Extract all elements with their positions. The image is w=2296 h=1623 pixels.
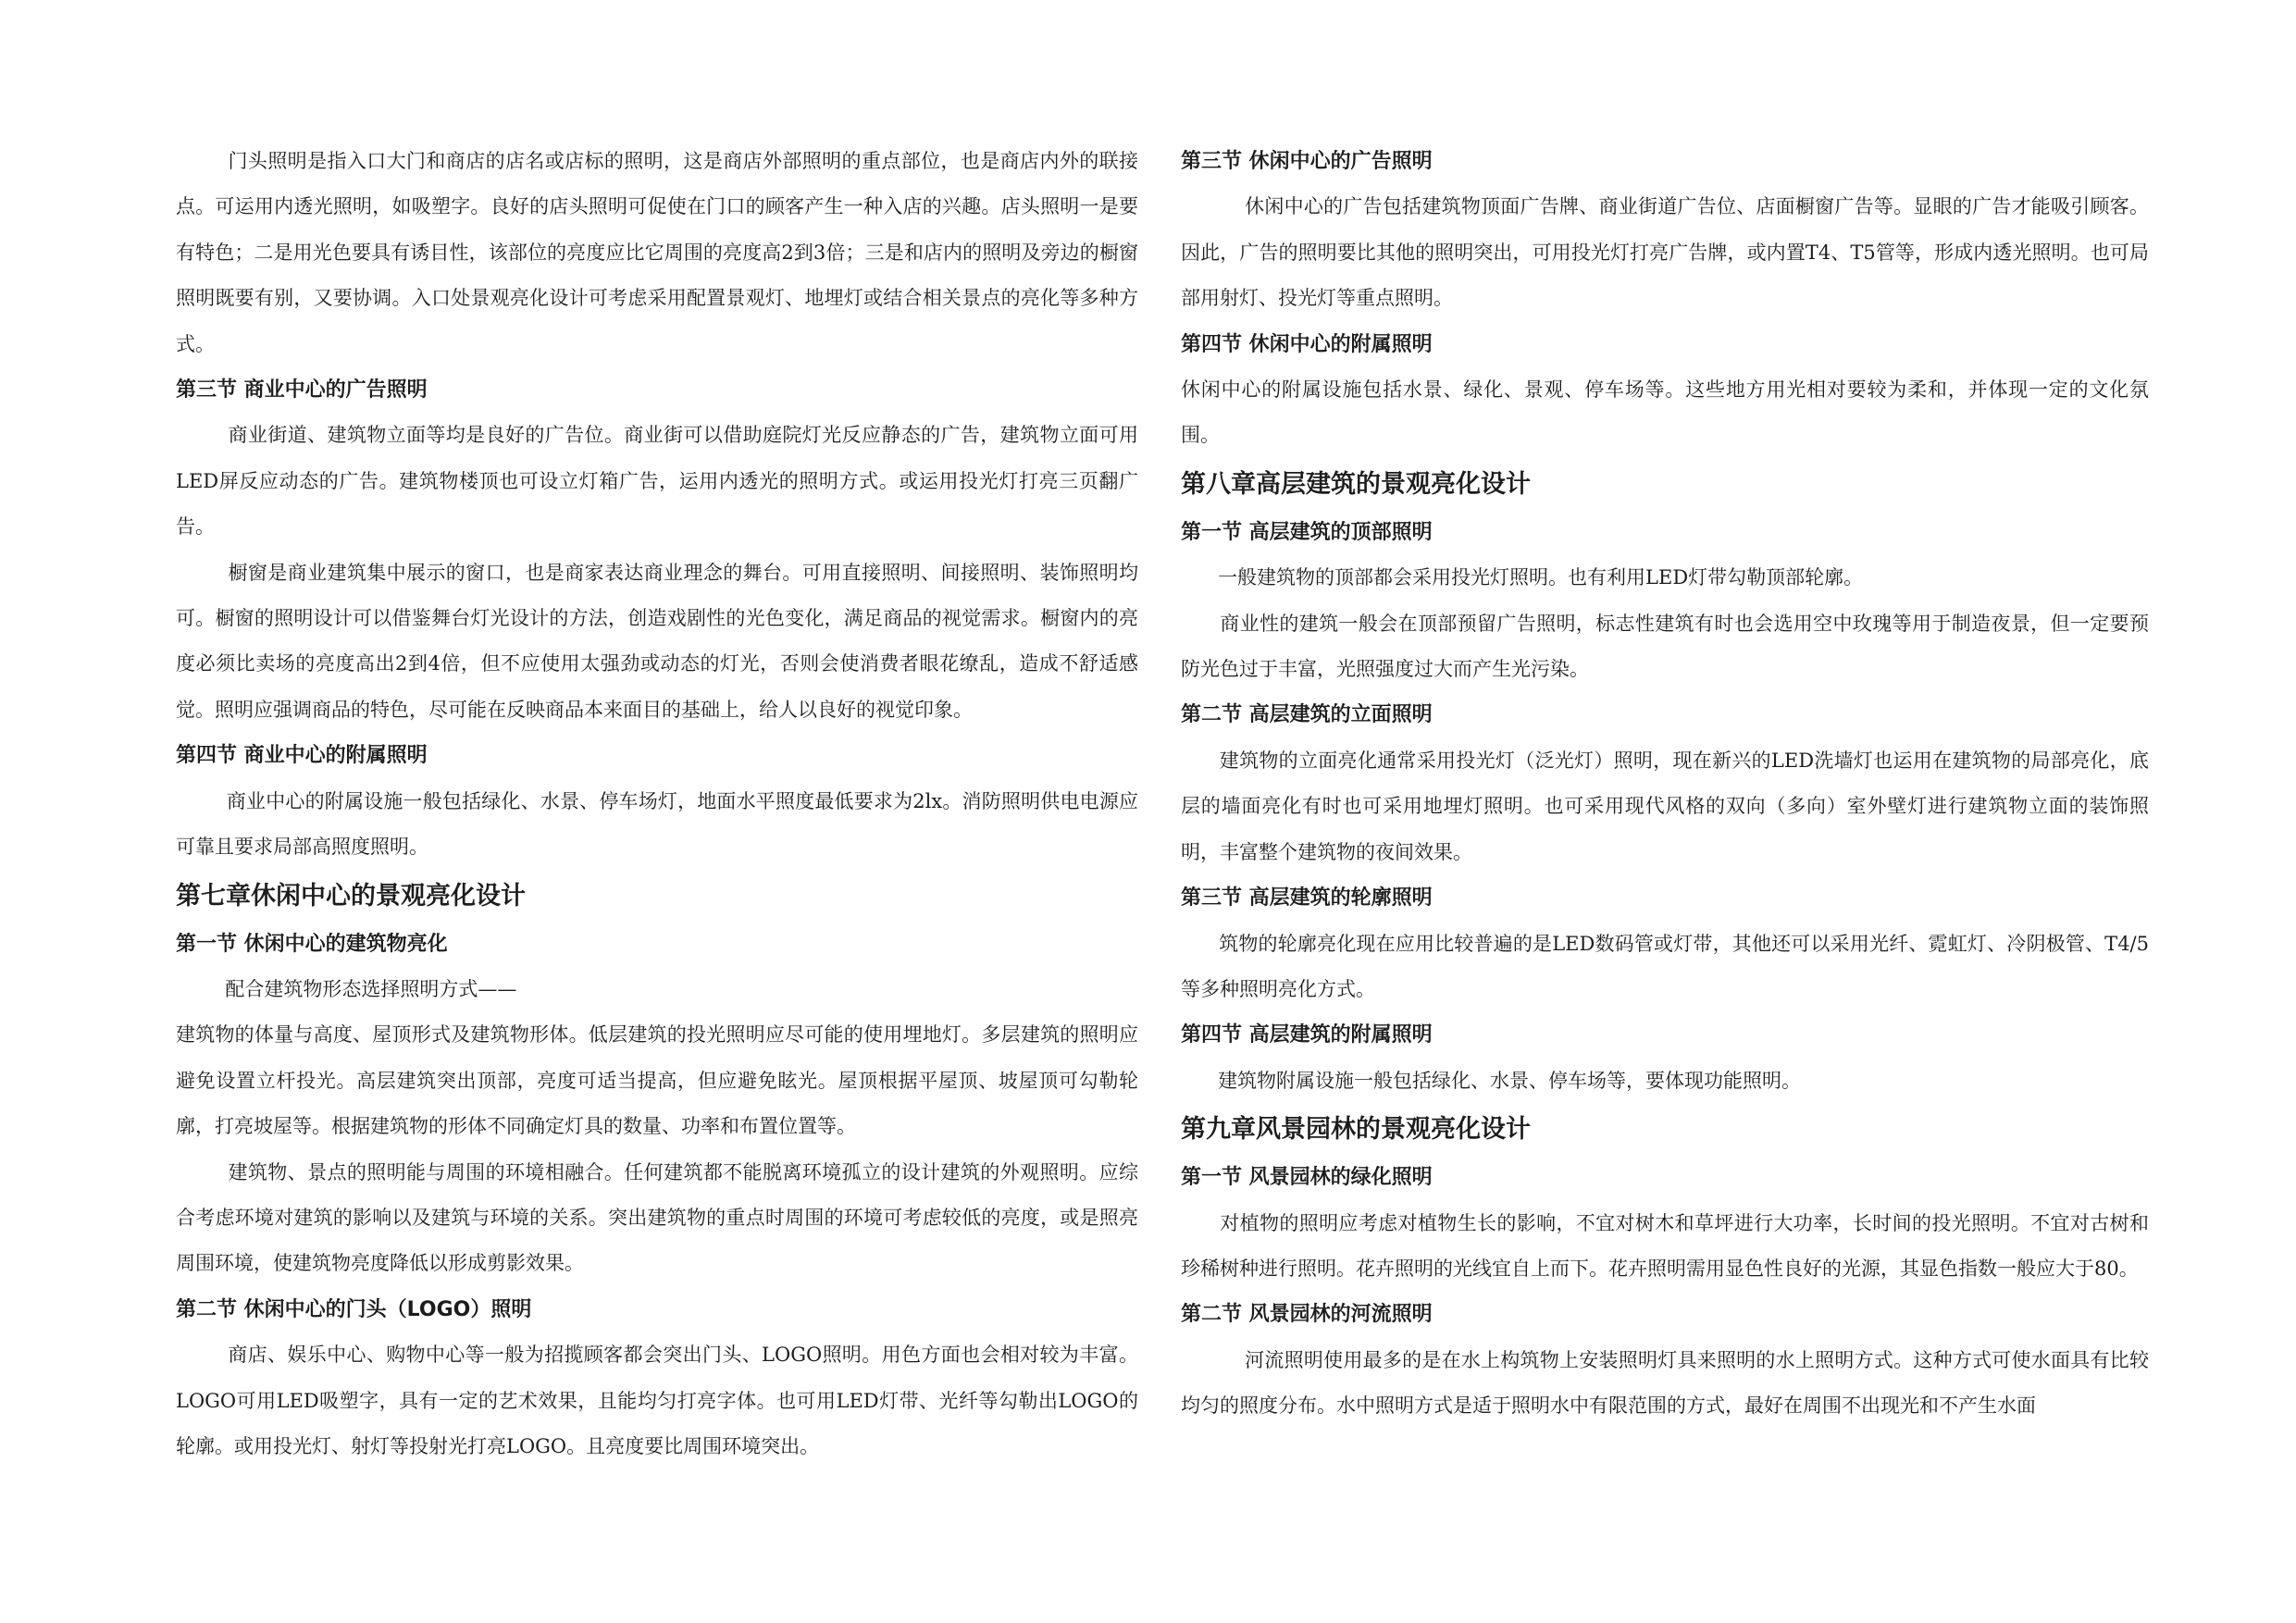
chapter-heading: 第九章风景园林的景观亮化设计 — [1181, 1115, 1531, 1145]
paragraph: 筑物的轮廓亮化现在应用比较普遍的是LED数码管或灯带，其他还可以采用光纤、霓虹灯、冷阴极管、T4/5等多种照明亮化方式。 — [1181, 932, 2149, 1000]
section-heading: 第四节 商业中心的附属照明 — [176, 744, 428, 768]
section-heading: 第二节 风景园林的河流照明 — [1181, 1303, 1433, 1327]
section-heading: 第一节 休闲中心的建筑物亮化 — [176, 932, 448, 956]
paragraph: 一般建筑物的顶部都会采用投光灯照明。也有利用LED灯带勾勒顶部轮廓。 — [1181, 566, 1864, 589]
section-heading: 第四节 休闲中心的附属照明 — [1181, 332, 1433, 356]
paragraph: 建筑物附属设施一般包括绿化、水景、停车场等，要体现功能照明。 — [1181, 1069, 1802, 1092]
section-heading: 第四节 高层建筑的附属照明 — [1181, 1023, 1433, 1047]
paragraph: 休闲中心的附属设施包括水景、绿化、景观、停车场等。这些地方用光相对要较为柔和，并体现一定的文化氛围。 — [1181, 378, 2149, 447]
chapter-heading: 第七章休闲中心的景观亮化设计 — [176, 881, 526, 911]
section-heading: 第二节 高层建筑的立面照明 — [1181, 703, 1433, 727]
paragraph: 对植物的照明应考虑对植物生长的影响，不宜对树木和草坪进行大功率，长时间的投光照明。不宜对古树和珍稀树种进行照明。花卉照明的光线宜自上而下。花卉照明需用显色性良好的光源，其显色指数一般应大于80。 — [1181, 1211, 2149, 1280]
paragraph: 休闲中心的广告包括建筑物顶面广告牌、商业街道广告位、店面橱窗广告等。显眼的广告才能吸引顾客。因此，广告的照明要比其他的照明突出，可用投光灯打亮广告牌，或内置T4、T5管等，形成内透光照明。也可局部用射灯、投光灯等重点照明。 — [1181, 195, 2149, 310]
paragraph: 门头照明是指入口大门和商店的店名或店标的照明，这是商店外部照明的重点部位，也是商店内外的联接点。可运用内透光照明，如吸塑字。良好的店头照明可促使在门口的顾客产生一种入店的兴趣。店头照明一是要有特色；二是用光色要具有诱目性，该部位的亮度应比它周围的亮度高2到3倍；三是和店内的照明及旁边的橱窗照明既要有别，又要协调。入口处景观亮化设计可考虑采用配置景观灯、地埋灯或结合相关景点的亮化等多种方式。 — [176, 150, 1138, 355]
section-heading: 第二节 休闲中心的门头（LOGO）照明 — [176, 1297, 532, 1321]
right-column — [1181, 139, 2149, 1430]
paragraph: 橱窗是商业建筑集中展示的窗口，也是商家表达商业理念的舞台。可用直接照明、间接照明、装饰照明均可。橱窗的照明设计可以借鉴舞台灯光设计的方法，创造戏剧性的光色变化，满足商品的视觉需求。橱窗内的亮度必须比卖场的亮度高出2到4倍，但不应使用太强劲或动态的灯光，否则会使消费者眼花缭乱，造成不舒适感觉。照明应强调商品的特色，尽可能在反映商品本来面目的基础上，给人以良好的视觉印象。 — [176, 561, 1138, 721]
paragraph: 建筑物的体量与高度、屋顶形式及建筑物形体。低层建筑的投光照明应尽可能的使用埋地灯。多层建筑的照明应避免设置立杆投光。高层建筑突出顶部，亮度可适当提高，但应避免眩光。屋顶根据平屋顶、坡屋顶可勾勒轮廓，打亮坡屋等。根据建筑物的形体不同确定灯具的数量、功率和布置位置等。 — [176, 1023, 1138, 1138]
paragraph: 建筑物的立面亮化通常采用投光灯（泛光灯）照明，现在新兴的LED洗墙灯也运用在建筑物的局部亮化，底层的墙面亮化有时也可采用地埋灯照明。也可采用现代风格的双向（多向）室外壁灯进行建筑物立面的装饰照明，丰富整个建筑物的夜间效果。 — [1181, 749, 2149, 863]
chapter-heading: 第八章高层建筑的景观亮化设计 — [1181, 469, 1531, 499]
section-heading: 第一节 风景园林的绿化照明 — [1181, 1166, 1433, 1190]
paragraph: 建筑物、景点的照明能与周围的环境相融合。任何建筑都不能脱离环境孤立的设计建筑的外观照明。应综合考虑环境对建筑的影响以及建筑与环境的关系。突出建筑物的重点时周围的环境可考虑较低的亮度，或是照亮周围环境，使建筑物亮度降低以形成剪影效果。 — [176, 1160, 1138, 1275]
paragraph: 河流照明使用最多的是在水上构筑物上安装照明灯具来照明的水上照明方式。这种方式可使水面具有比较均匀的照度分布。水中照明方式是适于照明水中有限范围的方式，最好在周围不出现光和不产生水面 — [1181, 1348, 2149, 1418]
section-heading: 第一节 高层建筑的顶部照明 — [1181, 520, 1433, 544]
section-heading: 第三节 商业中心的广告照明 — [176, 378, 428, 403]
left-column — [176, 139, 1138, 1469]
paragraph: 商业性的建筑一般会在顶部预留广告照明，标志性建筑有时也会选用空中玫瑰等用于制造夜景，但一定要预防光色过于丰富，光照强度过大而产生光污染。 — [1181, 612, 2149, 681]
paragraph: 配合建筑物形态选择照明方式—— — [176, 977, 517, 1000]
section-heading: 第三节 高层建筑的轮廓照明 — [1181, 886, 1433, 911]
paragraph: 商业街道、建筑物立面等均是良好的广告位。商业街可以借助庭院灯光反应静态的广告，建筑物立面可用LED屏反应动态的广告。建筑物楼顶也可设立灯箱广告，运用内透光的照明方式。或运用投光灯打亮三页翻广告。 — [176, 424, 1138, 539]
paragraph: 商店、娱乐中心、购物中心等一般为招揽顾客都会突出门头、LOGO照明。用色方面也会相对较为丰富。LOGO可用LED吸塑字，具有一定的艺术效果，且能均匀打亮字体。也可用LED灯带、光纤等勾勒出LOGO的轮廓。或用投光灯、射灯等投射光打亮LOGO。且亮度要比周围环境突出。 — [176, 1344, 1138, 1457]
paragraph: 商业中心的附属设施一般包括绿化、水景、停车场灯，地面水平照度最低要求为2lx。消防照明供电电源应可靠且要求局部高照度照明。 — [176, 789, 1139, 859]
section-heading: 第三节 休闲中心的广告照明 — [1181, 150, 1433, 173]
